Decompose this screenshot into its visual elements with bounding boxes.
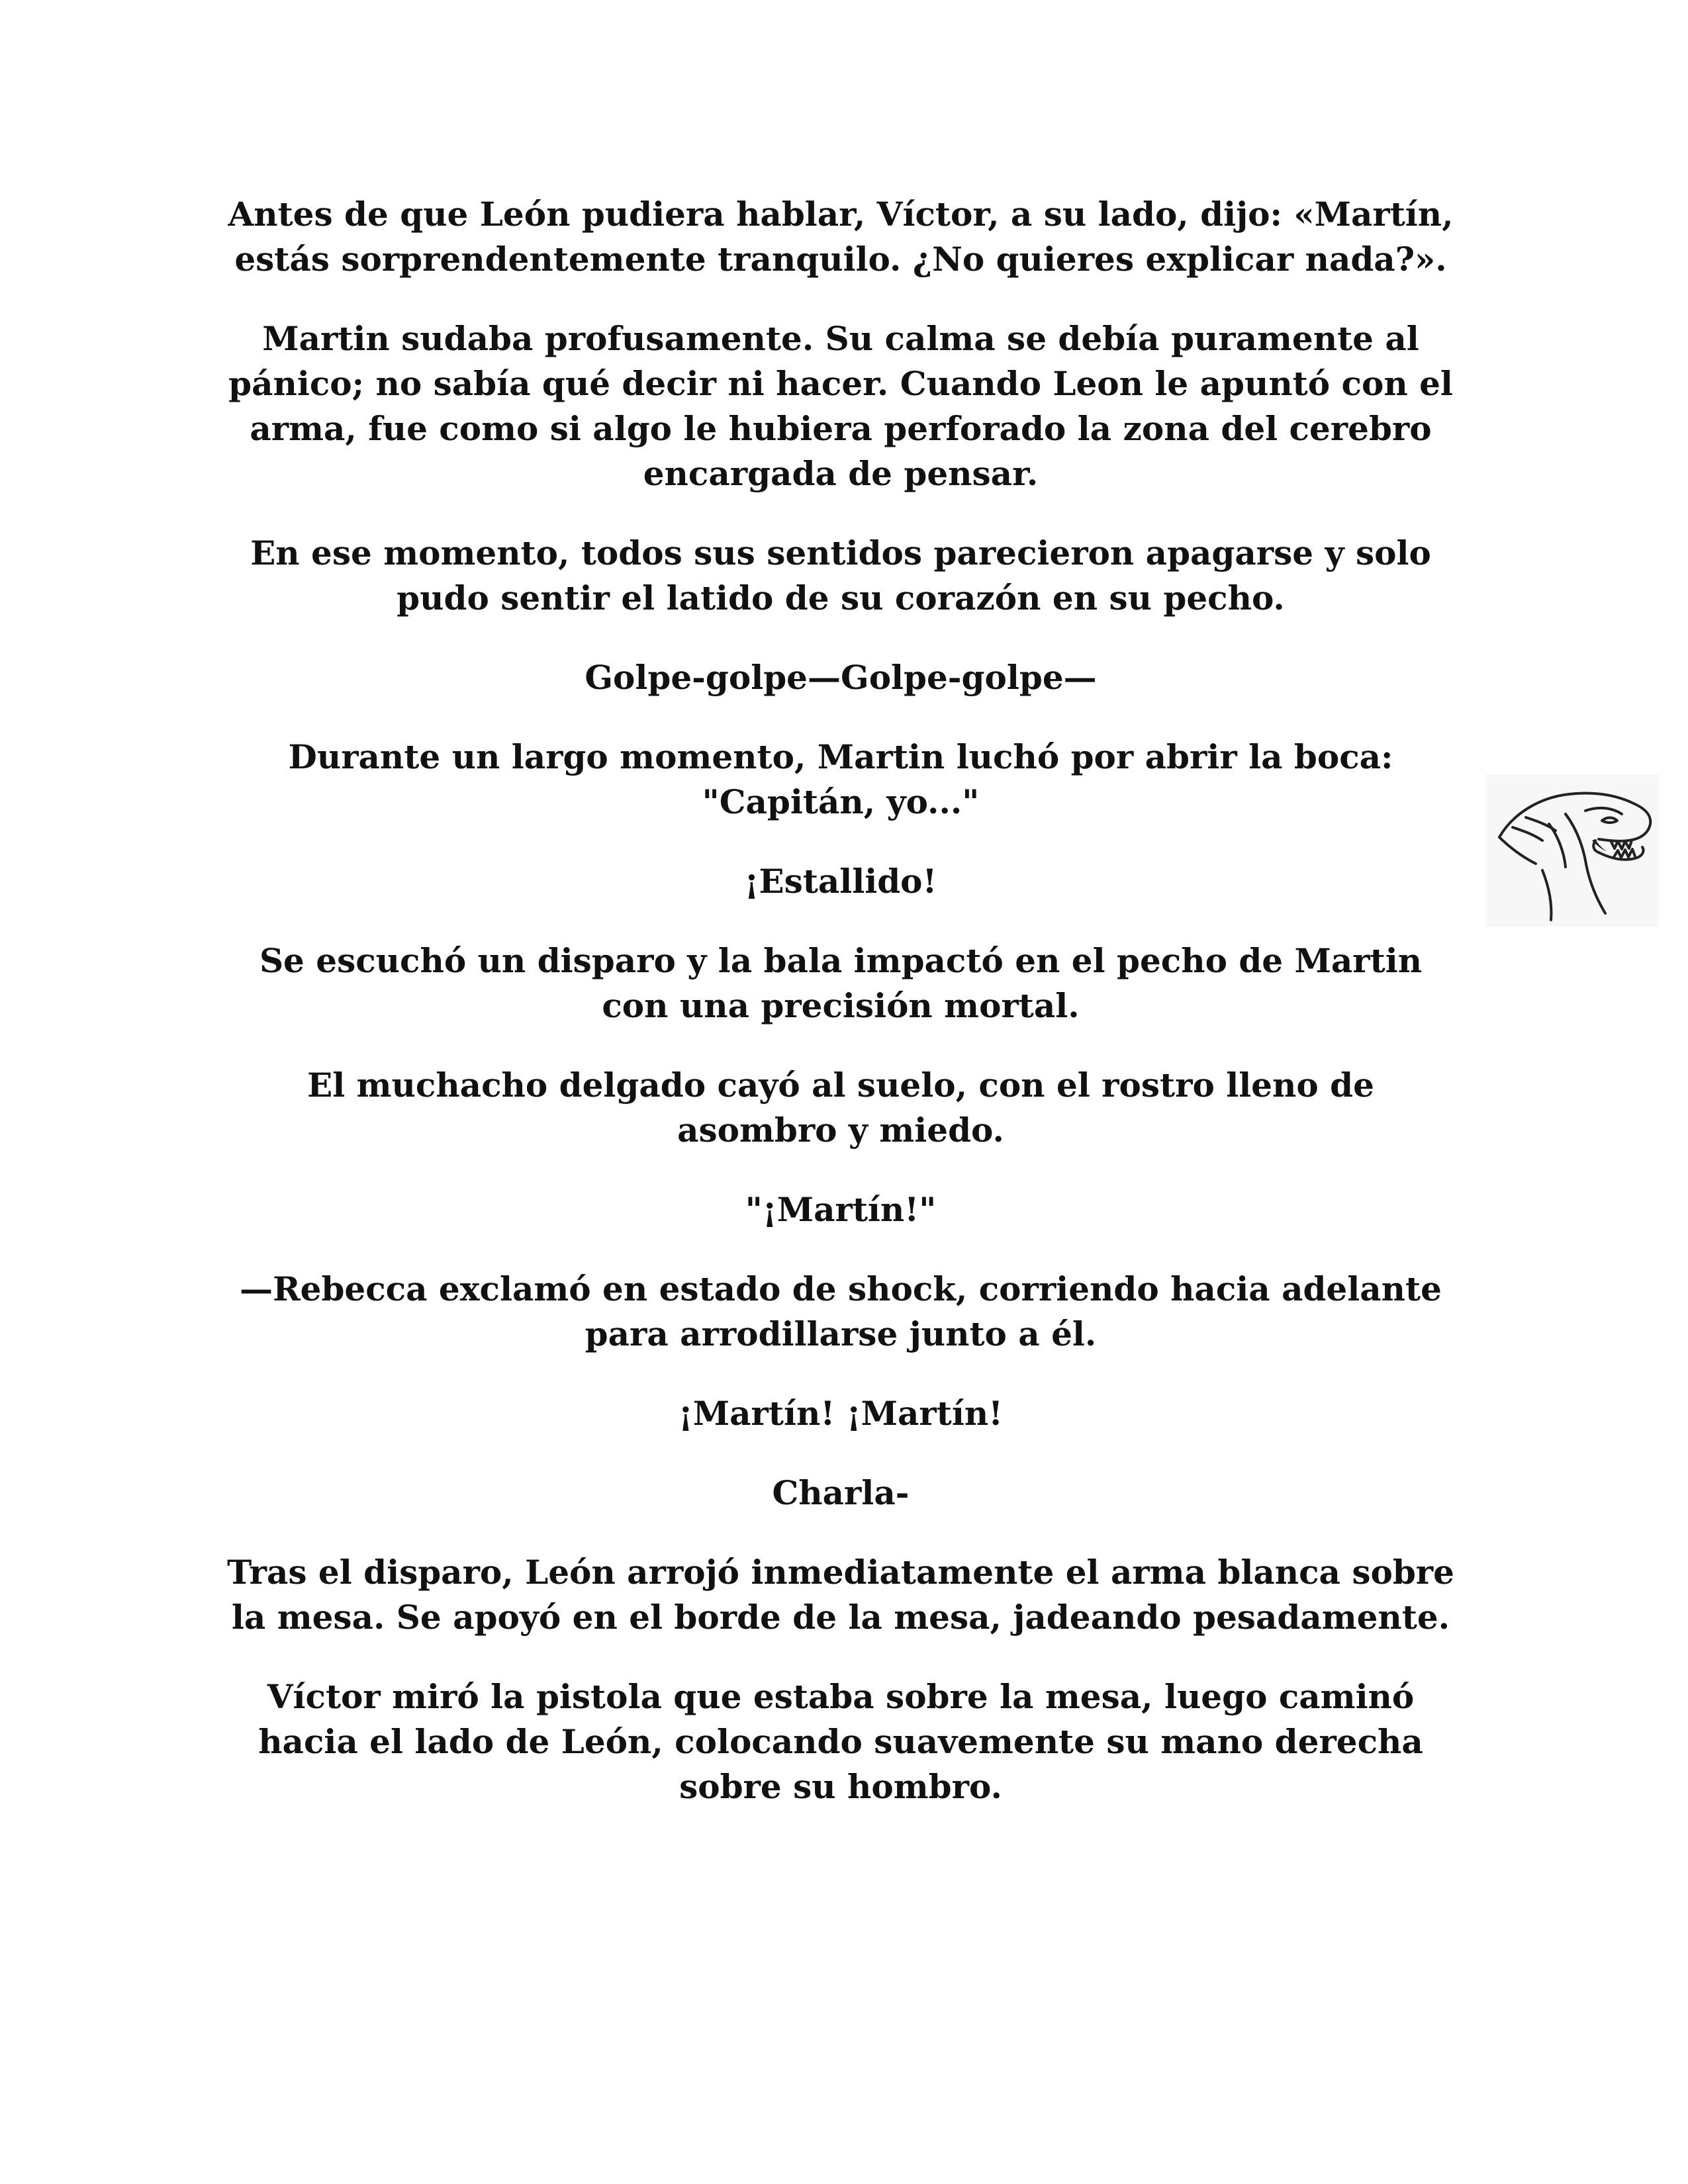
story-text (225, 192, 1456, 1844)
paragraph-6: ¡Estallido! (744, 862, 937, 901)
paragraph-4: Golpe-golpe—Golpe-golpe— (585, 658, 1097, 697)
paragraph-11: ¡Martín! ¡Martín! (678, 1394, 1004, 1433)
paragraph-1: Antes de que León pudiera hablar, Víctor, a su lado, dijo: «Martín, estás sorprendentemente tranquilo. ¿No quieres explicar nada?». (228, 195, 1454, 279)
paragraph-10: —Rebecca exclamó en estado de shock, corriendo hacia adelante para arrodillarse junto a él. (240, 1269, 1442, 1353)
paragraph-9: "¡Martín!" (745, 1190, 937, 1229)
paragraph-5: Durante un largo momento, Martin luchó por abrir la boca: "Capitán, yo..." (288, 737, 1393, 821)
paragraph-3: En ese momento, todos sus sentidos parecieron apagarse y solo pudo sentir el latido de su corazón en su pecho. (250, 533, 1431, 617)
paragraph-14: Víctor miró la pistola que estaba sobre la mesa, luego caminó hacia el lado de León, colocando suavemente su mano derecha sobre su hombro. (258, 1677, 1423, 1806)
dinosaur-head-sketch-icon (1486, 774, 1658, 927)
paragraph-12: Charla- (772, 1473, 910, 1512)
paragraph-2: Martin sudaba profusamente. Su calma se debía puramente al pánico; no sabía qué decir ni hacer. Cuando Leon le apuntó con el arma, fue como si algo le hubiera perforado la zona del cerebro encargada de pensar. (228, 319, 1453, 493)
paragraph-8: El muchacho delgado cayó al suelo, con el rostro lleno de asombro y miedo. (307, 1066, 1374, 1150)
paragraph-7: Se escuchó un disparo y la bala impactó en el pecho de Martin con una precisión mortal. (259, 941, 1423, 1025)
paragraph-13: Tras el disparo, León arrojó inmediatamente el arma blanca sobre la mesa. Se apoyó en el borde de la mesa, jadeando pesadamente. (227, 1553, 1454, 1637)
